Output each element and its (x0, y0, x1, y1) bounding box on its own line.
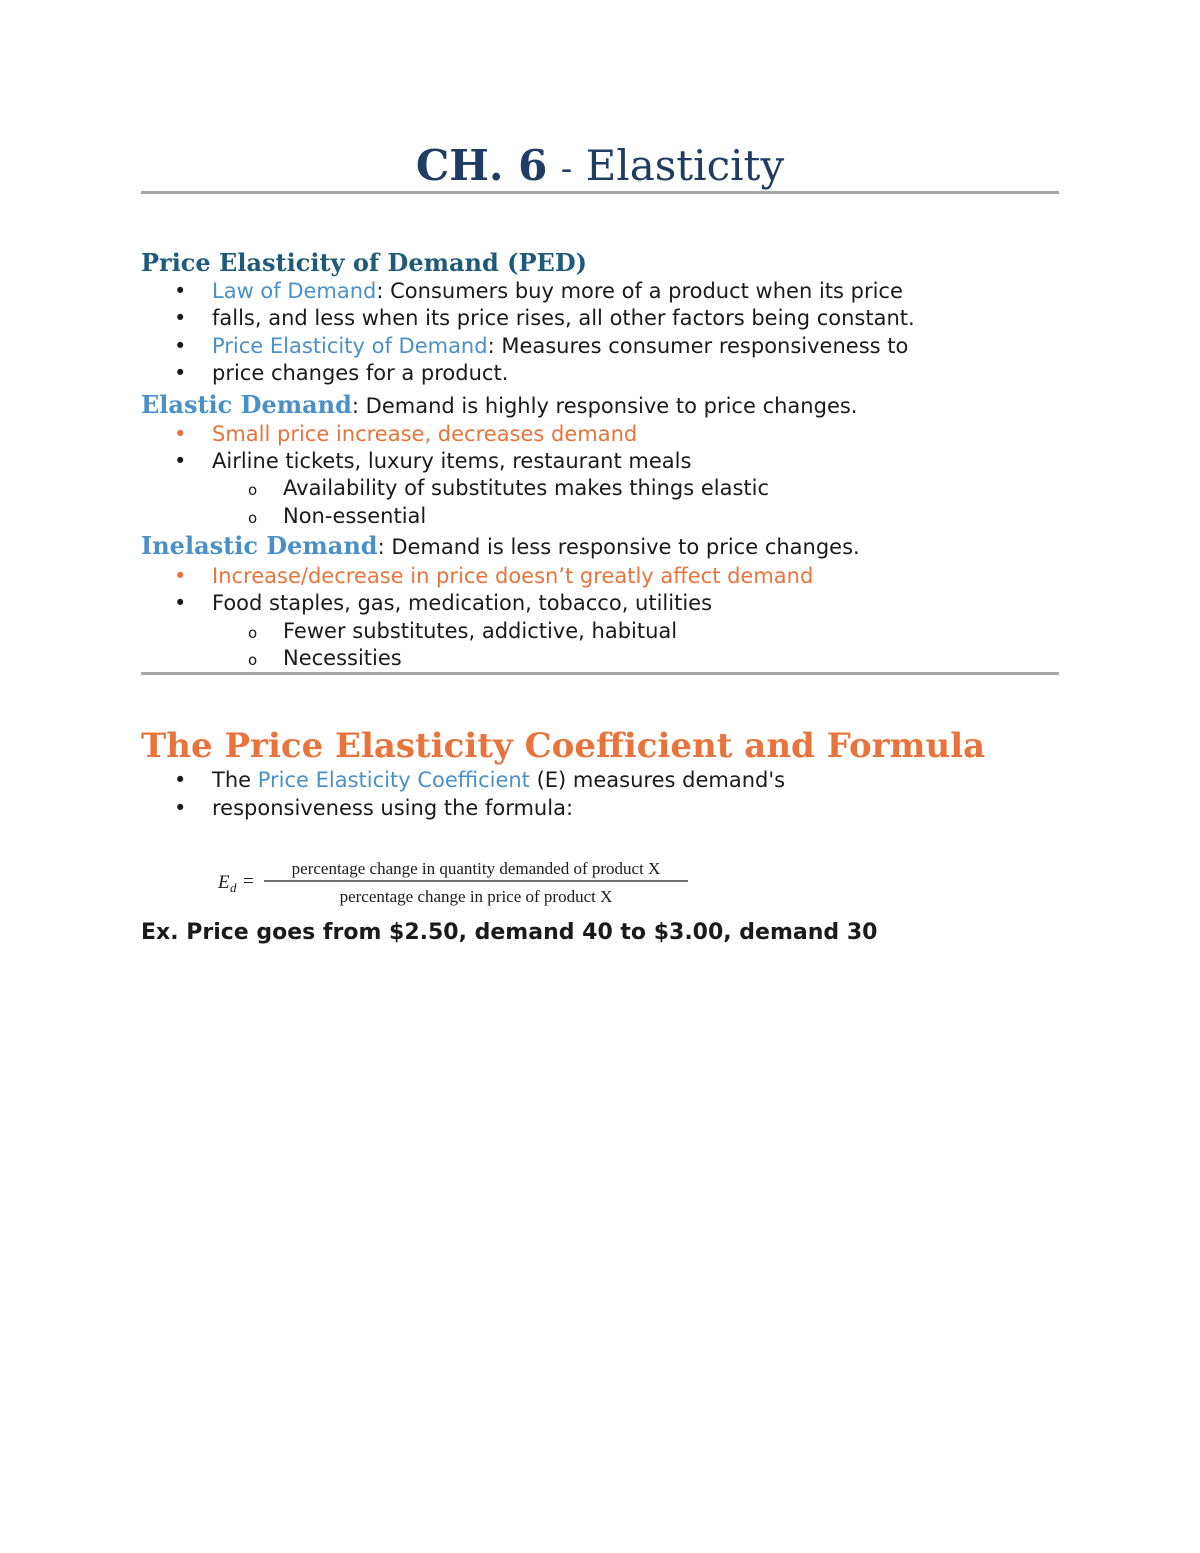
list-item-text: falls, and less when its price rises, all other factors being constant. (212, 306, 915, 330)
coefficient-heading: The Price Elasticity Coefficient and Formula (141, 726, 986, 766)
list-item-text: : Measures consumer responsiveness to (487, 334, 909, 358)
term-law-of-demand: Law of Demand (212, 279, 377, 303)
inelastic-heading (141, 531, 860, 562)
list-item-continuation (212, 305, 915, 332)
elastic-highlight: • Small price increase, decreases demand (212, 421, 637, 448)
coefficient-description (212, 767, 785, 794)
elastic-reason: o Availability of substitutes makes things elastic (283, 475, 769, 502)
elastic-definition: : Demand is highly responsive to price changes. (351, 394, 858, 418)
elastic-reason: o Non-essential (283, 503, 426, 530)
worked-example: Ex. Price goes from $2.50, demand 40 to $3.00, demand 30 (141, 920, 878, 945)
list-item-text: : Consumers buy more of a product when its price (376, 279, 903, 303)
coefficient-pre: The (212, 768, 258, 792)
title-topic: Elasticity (585, 141, 785, 190)
inelastic-examples: • Food staples, gas, medication, tobacco, utilities (212, 590, 712, 617)
ped-heading: Price Elasticity of Demand (PED) (141, 248, 588, 277)
list-item-text: price changes for a product. (212, 361, 509, 385)
formula-lhs: E (218, 872, 230, 893)
section-divider (141, 672, 1059, 675)
inelastic-highlight: • Increase/decrease in price doesn’t greatly affect demand (212, 563, 813, 590)
title-divider (141, 191, 1059, 194)
list-item-continuation (212, 795, 573, 822)
inelastic-definition: : Demand is less responsive to price changes. (377, 535, 860, 559)
list-item-ped-definition (212, 333, 908, 360)
elastic-heading (141, 390, 857, 421)
formula-numerator: percentage change in quantity demanded of product X (291, 859, 661, 878)
elastic-examples: • Airline tickets, luxury items, restaurant meals (212, 448, 691, 475)
formula-denominator: percentage change in price of product X (339, 887, 613, 906)
list-item-text: responsiveness using the formula: (212, 796, 574, 820)
term-price-elasticity: Price Elasticity of Demand (212, 334, 488, 358)
inelastic-reason: o Fewer substitutes, addictive, habitual (283, 618, 677, 645)
formula-equals: = (243, 871, 254, 892)
page-title (141, 138, 1059, 197)
formula-lhs-sub: d (230, 880, 237, 895)
title-chapter: CH. 6 (415, 141, 548, 190)
elasticity-formula (216, 855, 696, 915)
inelastic-term: Inelastic Demand (141, 531, 378, 560)
title-dash: - (560, 149, 573, 189)
list-item-continuation (212, 360, 508, 387)
elastic-term: Elastic Demand (141, 390, 352, 419)
inelastic-reason: o Necessities (283, 645, 402, 672)
term-elasticity-coefficient: Price Elasticity Coefficient (257, 768, 530, 792)
list-item-law-of-demand (212, 278, 903, 305)
coefficient-post: (E) measures demand's (529, 768, 786, 792)
